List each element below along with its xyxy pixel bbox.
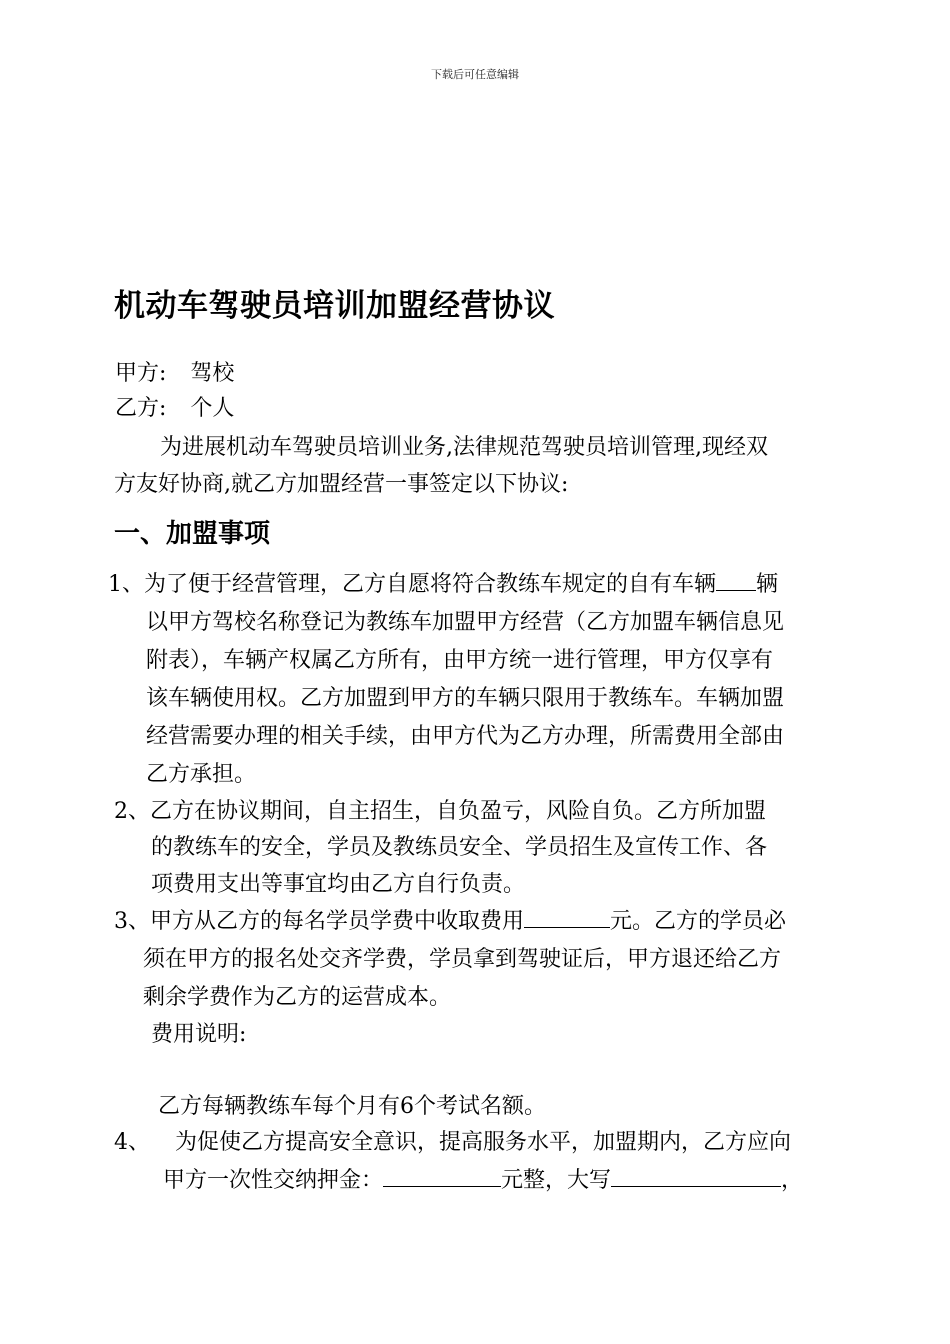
clause-2-number: 2、 bbox=[114, 799, 150, 824]
intro-line-2: 方友好协商,就乙方加盟经营一事签定以下协议: bbox=[114, 472, 569, 497]
party-a bbox=[115, 355, 234, 392]
document-title: 机动车驾驶员培训加盟经营协议 bbox=[114, 288, 555, 324]
clause-4-number: 4、 bbox=[114, 1130, 150, 1155]
clause-4-first-line bbox=[114, 1124, 791, 1161]
party-b bbox=[115, 390, 234, 427]
clause-1-line: 附表），车辆产权属乙方所有，由甲方统一进行管理，甲方仅享有 bbox=[146, 648, 774, 673]
party-a-label: 甲方: bbox=[115, 361, 167, 386]
deposit-comma: ， bbox=[781, 1168, 804, 1193]
fee-amount-blank bbox=[524, 903, 610, 928]
clause-1-unit: 辆 bbox=[756, 572, 779, 597]
clause-4-line bbox=[163, 1162, 803, 1199]
header-note: 下载后可任意编辑 bbox=[431, 68, 519, 81]
clause-3-line: 剩余学费作为乙方的运营成本。 bbox=[143, 985, 452, 1010]
clause-1-line: 乙方承担。 bbox=[146, 762, 257, 787]
clause-2-first-line bbox=[114, 793, 766, 830]
clause-2-text: 乙方在协议期间，自主招生，自负盈亏，风险自负。乙方所加盟 bbox=[150, 799, 767, 824]
clause-3-first-line bbox=[114, 903, 786, 940]
clause-1-line: 经营需要办理的相关手续，由甲方代为乙方办理，所需费用全部由 bbox=[146, 724, 785, 749]
clause-1-text: 为了便于经营管理，乙方自愿将符合教练车规定的自有车辆 bbox=[144, 572, 717, 597]
clause-4-text: 为促使乙方提高安全意识，提高服务水平，加盟期内，乙方应向 bbox=[175, 1130, 792, 1155]
deposit-capital-blank bbox=[611, 1162, 781, 1187]
clause-3-number: 3、 bbox=[114, 909, 150, 934]
clause-1-first-line bbox=[108, 566, 778, 603]
section-heading-1: 一、加盟事项 bbox=[114, 519, 271, 549]
vehicle-count-blank bbox=[716, 566, 756, 591]
clause-2-line: 的教练车的安全，学员及教练员安全、学员招生及宣传工作、各 bbox=[151, 835, 768, 860]
clause-2-line: 项费用支出等事宜均由乙方自行负责。 bbox=[151, 872, 526, 897]
deposit-unit: 元整，大写 bbox=[501, 1168, 612, 1193]
clause-3-text: 甲方从乙方的每名学员学费中收取费用 bbox=[150, 909, 525, 934]
clause-1-line: 以甲方驾校名称登记为教练车加盟甲方经营（乙方加盟车辆信息见 bbox=[146, 610, 785, 635]
clause-3-line: 须在甲方的报名处交齐学费，学员拿到驾驶证后，甲方退还给乙方 bbox=[143, 947, 782, 972]
clause-1-line: 该车辆使用权。乙方加盟到甲方的车辆只限用于教练车。车辆加盟 bbox=[146, 686, 785, 711]
clause-3-text-cont: 元。乙方的学员必 bbox=[610, 909, 787, 934]
party-a-value: 驾校 bbox=[190, 361, 235, 386]
party-b-value: 个人 bbox=[190, 396, 235, 421]
party-b-label: 乙方: bbox=[115, 396, 167, 421]
deposit-amount-blank bbox=[383, 1162, 501, 1187]
intro-line-1: 为进展机动车驾驶员培训业务,法律规范驾驶员培训管理,现经双 bbox=[160, 435, 768, 460]
fee-note: 费用说明: bbox=[151, 1022, 247, 1047]
exam-note: 乙方每辆教练车每个月有6个考试名额。 bbox=[158, 1094, 546, 1119]
clause-1-number: 1、 bbox=[108, 572, 144, 597]
deposit-label: 甲方一次性交纳押金： bbox=[163, 1168, 384, 1193]
